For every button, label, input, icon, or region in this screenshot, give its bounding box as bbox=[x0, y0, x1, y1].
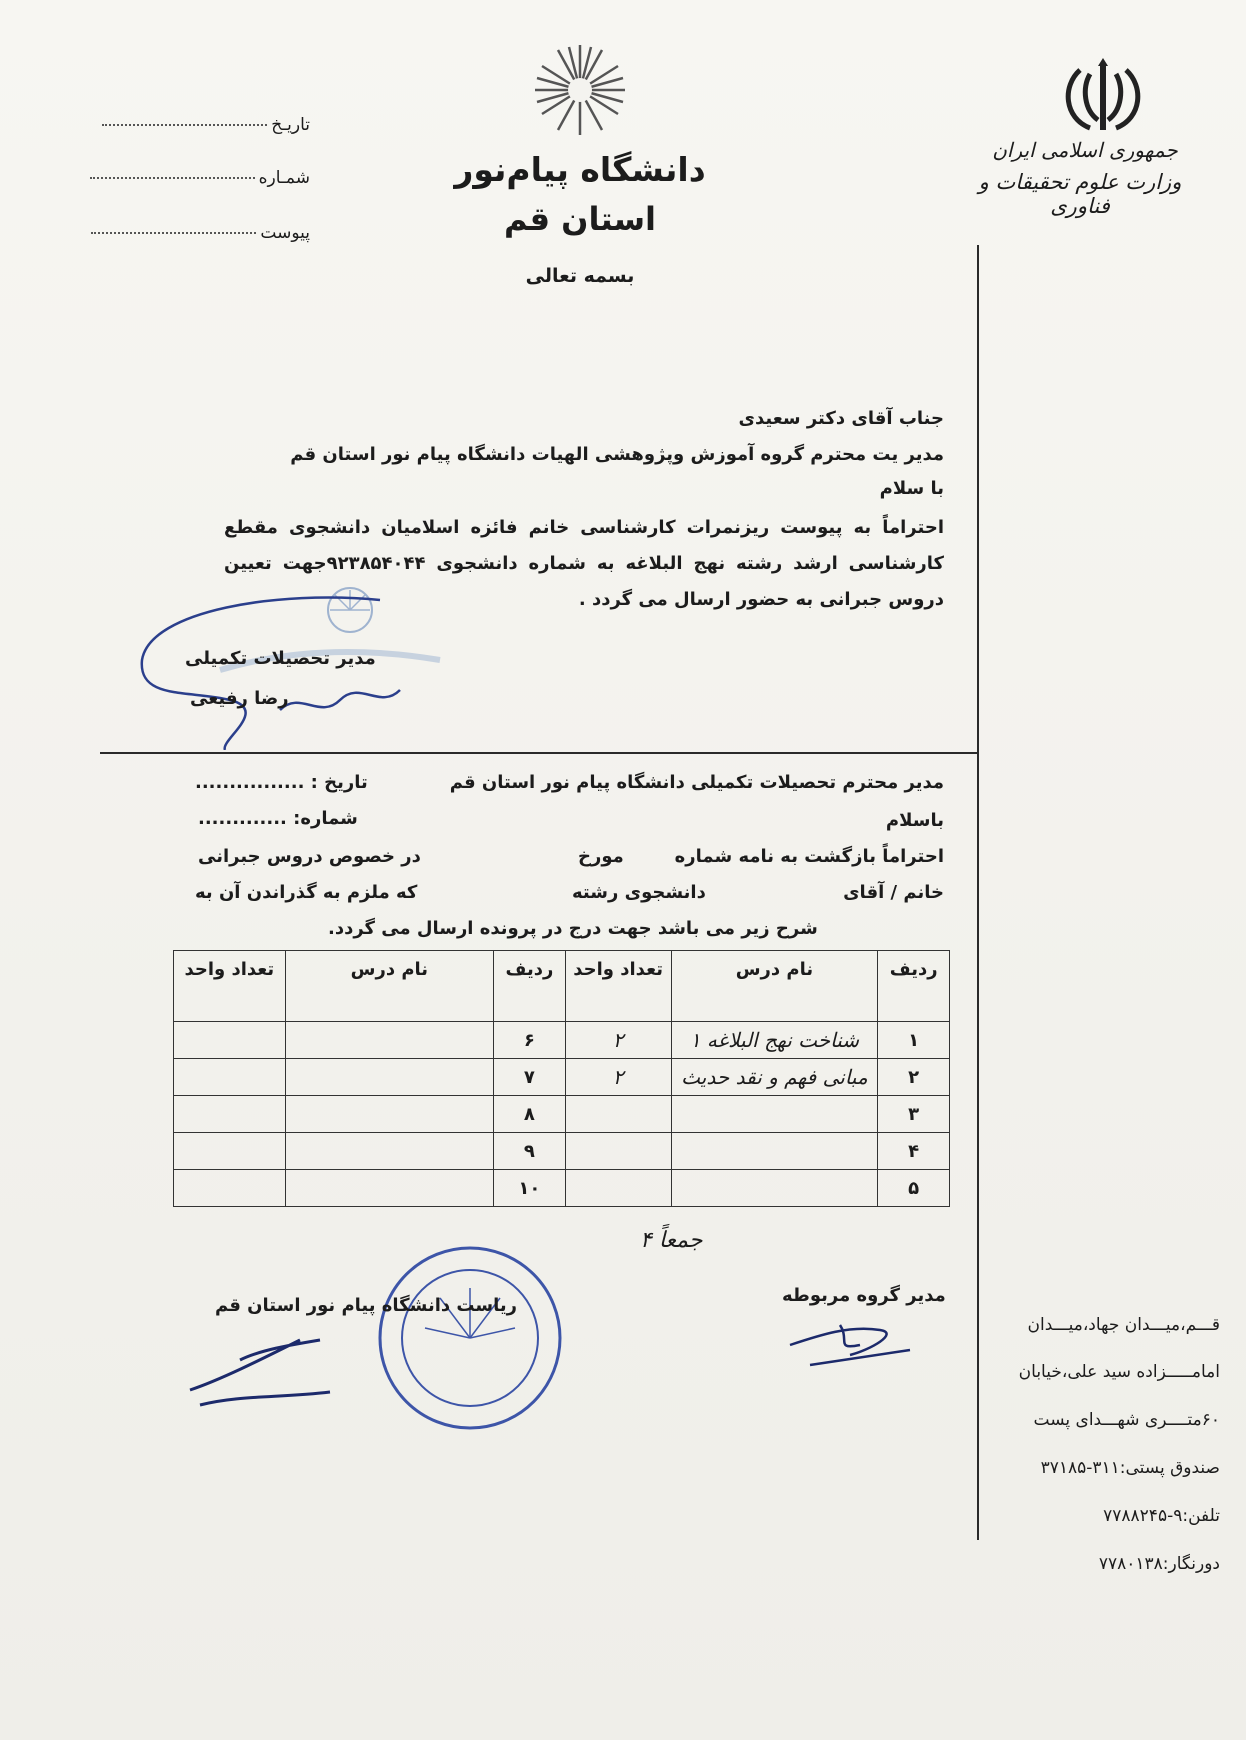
table-row bbox=[174, 1133, 950, 1170]
header-row-number: ردیف bbox=[878, 951, 950, 1022]
course-units bbox=[174, 1096, 286, 1133]
university-province: استان قم bbox=[503, 200, 656, 238]
office-signature-icon bbox=[180, 1320, 350, 1410]
attachment-field bbox=[60, 223, 310, 243]
iran-emblem-icon bbox=[1060, 58, 1146, 138]
header-course-name: نام درس bbox=[671, 951, 878, 1022]
course-units bbox=[565, 1170, 671, 1207]
row-number: ۴ bbox=[878, 1133, 950, 1170]
reply-mrs-mr: خانم / آقای bbox=[843, 882, 944, 903]
signer-name: رضا رفیعی bbox=[190, 688, 289, 709]
course-name bbox=[285, 1059, 493, 1096]
course-units: ۲ bbox=[565, 1059, 671, 1096]
reply-date: تاریخ : ................ bbox=[195, 772, 368, 793]
course-units bbox=[565, 1133, 671, 1170]
row-number: ۲ bbox=[878, 1059, 950, 1096]
course-name bbox=[285, 1022, 493, 1059]
course-units bbox=[174, 1022, 286, 1059]
address-line-3: ۶۰متــــری شهـــدای پست bbox=[1033, 1410, 1220, 1430]
address-line-2: امامـــــزاده سید علی،خیابان bbox=[1018, 1362, 1220, 1382]
number-field bbox=[60, 168, 310, 188]
date-field bbox=[60, 115, 310, 135]
row-number: ۶ bbox=[494, 1022, 566, 1059]
university-name: دانشگاه پیام‌نور bbox=[454, 150, 706, 189]
republic-label: جمهوری اسلامی ایران bbox=[992, 138, 1178, 162]
address-line-4: صندوق پستی:۳۱۱-۳۷۱۸۵ bbox=[1040, 1458, 1220, 1478]
dept-head-label: مدیر گروه مربوطه bbox=[782, 1285, 946, 1306]
row-number: ۸ bbox=[494, 1096, 566, 1133]
header-course-name-2: نام درس bbox=[285, 951, 493, 1022]
salutation: جناب آقای دکتر سعیدی bbox=[738, 408, 944, 429]
course-name bbox=[285, 1096, 493, 1133]
table-row bbox=[174, 1096, 950, 1133]
table-row bbox=[174, 1170, 950, 1207]
office-label: ریاست دانشگاه پیام نور استان قم bbox=[215, 1295, 518, 1316]
course-units bbox=[565, 1096, 671, 1133]
number-label: شمـاره bbox=[258, 168, 310, 188]
header-units: تعداد واحد bbox=[565, 951, 671, 1022]
total-units-note: جمعاً ۴ bbox=[640, 1228, 703, 1253]
course-name bbox=[285, 1133, 493, 1170]
signer-title: مدیر تحصیلات تکمیلی bbox=[185, 648, 376, 669]
greeting: با سلام bbox=[879, 478, 944, 499]
reply-number: شماره: ............. bbox=[198, 808, 358, 829]
fax: دورنگار:۷۷۸۰۱۳۸ bbox=[1098, 1554, 1220, 1574]
row-number: ۹ bbox=[494, 1133, 566, 1170]
row-number: ۷ bbox=[494, 1059, 566, 1096]
course-name: مبانی فهم و نقد حدیث bbox=[671, 1059, 878, 1096]
reply-closing: شرح زیر می باشد جهت درج در پرونده ارسال می گردد. bbox=[328, 918, 818, 939]
reply-ref-line: احتراماً بازگشت به نامه شماره bbox=[674, 846, 944, 867]
course-units: ۲ bbox=[565, 1022, 671, 1059]
address-line-1: قـــم،میـــدان جهاد،میـــدان bbox=[1027, 1315, 1220, 1335]
phone: تلفن:۹-۷۷۸۸۲۴۵ bbox=[1103, 1506, 1220, 1526]
dept-head-signature-icon bbox=[780, 1305, 920, 1375]
payame-noor-logo-icon bbox=[530, 40, 630, 140]
reply-dated: مورخ bbox=[578, 846, 624, 867]
course-name bbox=[671, 1133, 878, 1170]
table-row bbox=[174, 1059, 950, 1096]
date-label: تاریـخ bbox=[271, 115, 310, 135]
course-units bbox=[174, 1133, 286, 1170]
row-number: ۵ bbox=[878, 1170, 950, 1207]
letter-body: احتراماً به پیوست ریزنمرات کارشناسی خانم فائزه اسلامیان دانشجوی مقطع کارشناسی ارشد رشته نهج البلاغه به شماره دانشجوی ۹۲۳۸۵۴۰۴۴جهت تعیین دروس جبرانی به حضور ارسال می گردد . bbox=[224, 517, 944, 610]
header-row-number-2: ردیف bbox=[494, 951, 566, 1022]
row-number: ۱۰ bbox=[494, 1170, 566, 1207]
ministry-label: وزارت علوم تحقیقات و فناوری bbox=[978, 170, 1182, 218]
reply-regarding: در خصوص دروس جبرانی bbox=[198, 846, 421, 867]
course-units bbox=[174, 1170, 286, 1207]
row-number: ۱ bbox=[878, 1022, 950, 1059]
reply-required: که ملزم به گذراندن آن به bbox=[195, 882, 418, 903]
course-units bbox=[174, 1059, 286, 1096]
reply-student-field: دانشجوی رشته bbox=[572, 882, 706, 903]
course-name bbox=[671, 1170, 878, 1207]
bismillah-heading: بسمه تعالی bbox=[525, 265, 635, 287]
courses-table bbox=[173, 950, 950, 1207]
horizontal-divider bbox=[100, 752, 977, 754]
vertical-divider bbox=[977, 245, 979, 1540]
course-name bbox=[285, 1170, 493, 1207]
reply-greeting: باسلام bbox=[885, 810, 944, 831]
reply-recipient: مدیر محترم تحصیلات تکمیلی دانشگاه پیام نور استان قم bbox=[449, 772, 944, 793]
table-header-row bbox=[174, 951, 950, 1022]
header-units-2: تعداد واحد bbox=[174, 951, 286, 1022]
course-name bbox=[671, 1096, 878, 1133]
row-number: ۳ bbox=[878, 1096, 950, 1133]
recipient-title: مدیر یت محترم گروه آموزش وپژوهشی الهیات دانشگاه پیام نور استان قم bbox=[290, 444, 944, 465]
table-row bbox=[174, 1022, 950, 1059]
attachment-label: پیوست bbox=[260, 223, 310, 243]
official-stamp-icon bbox=[370, 1238, 570, 1438]
course-name: شناخت نهج البلاغه ۱ bbox=[671, 1022, 878, 1059]
